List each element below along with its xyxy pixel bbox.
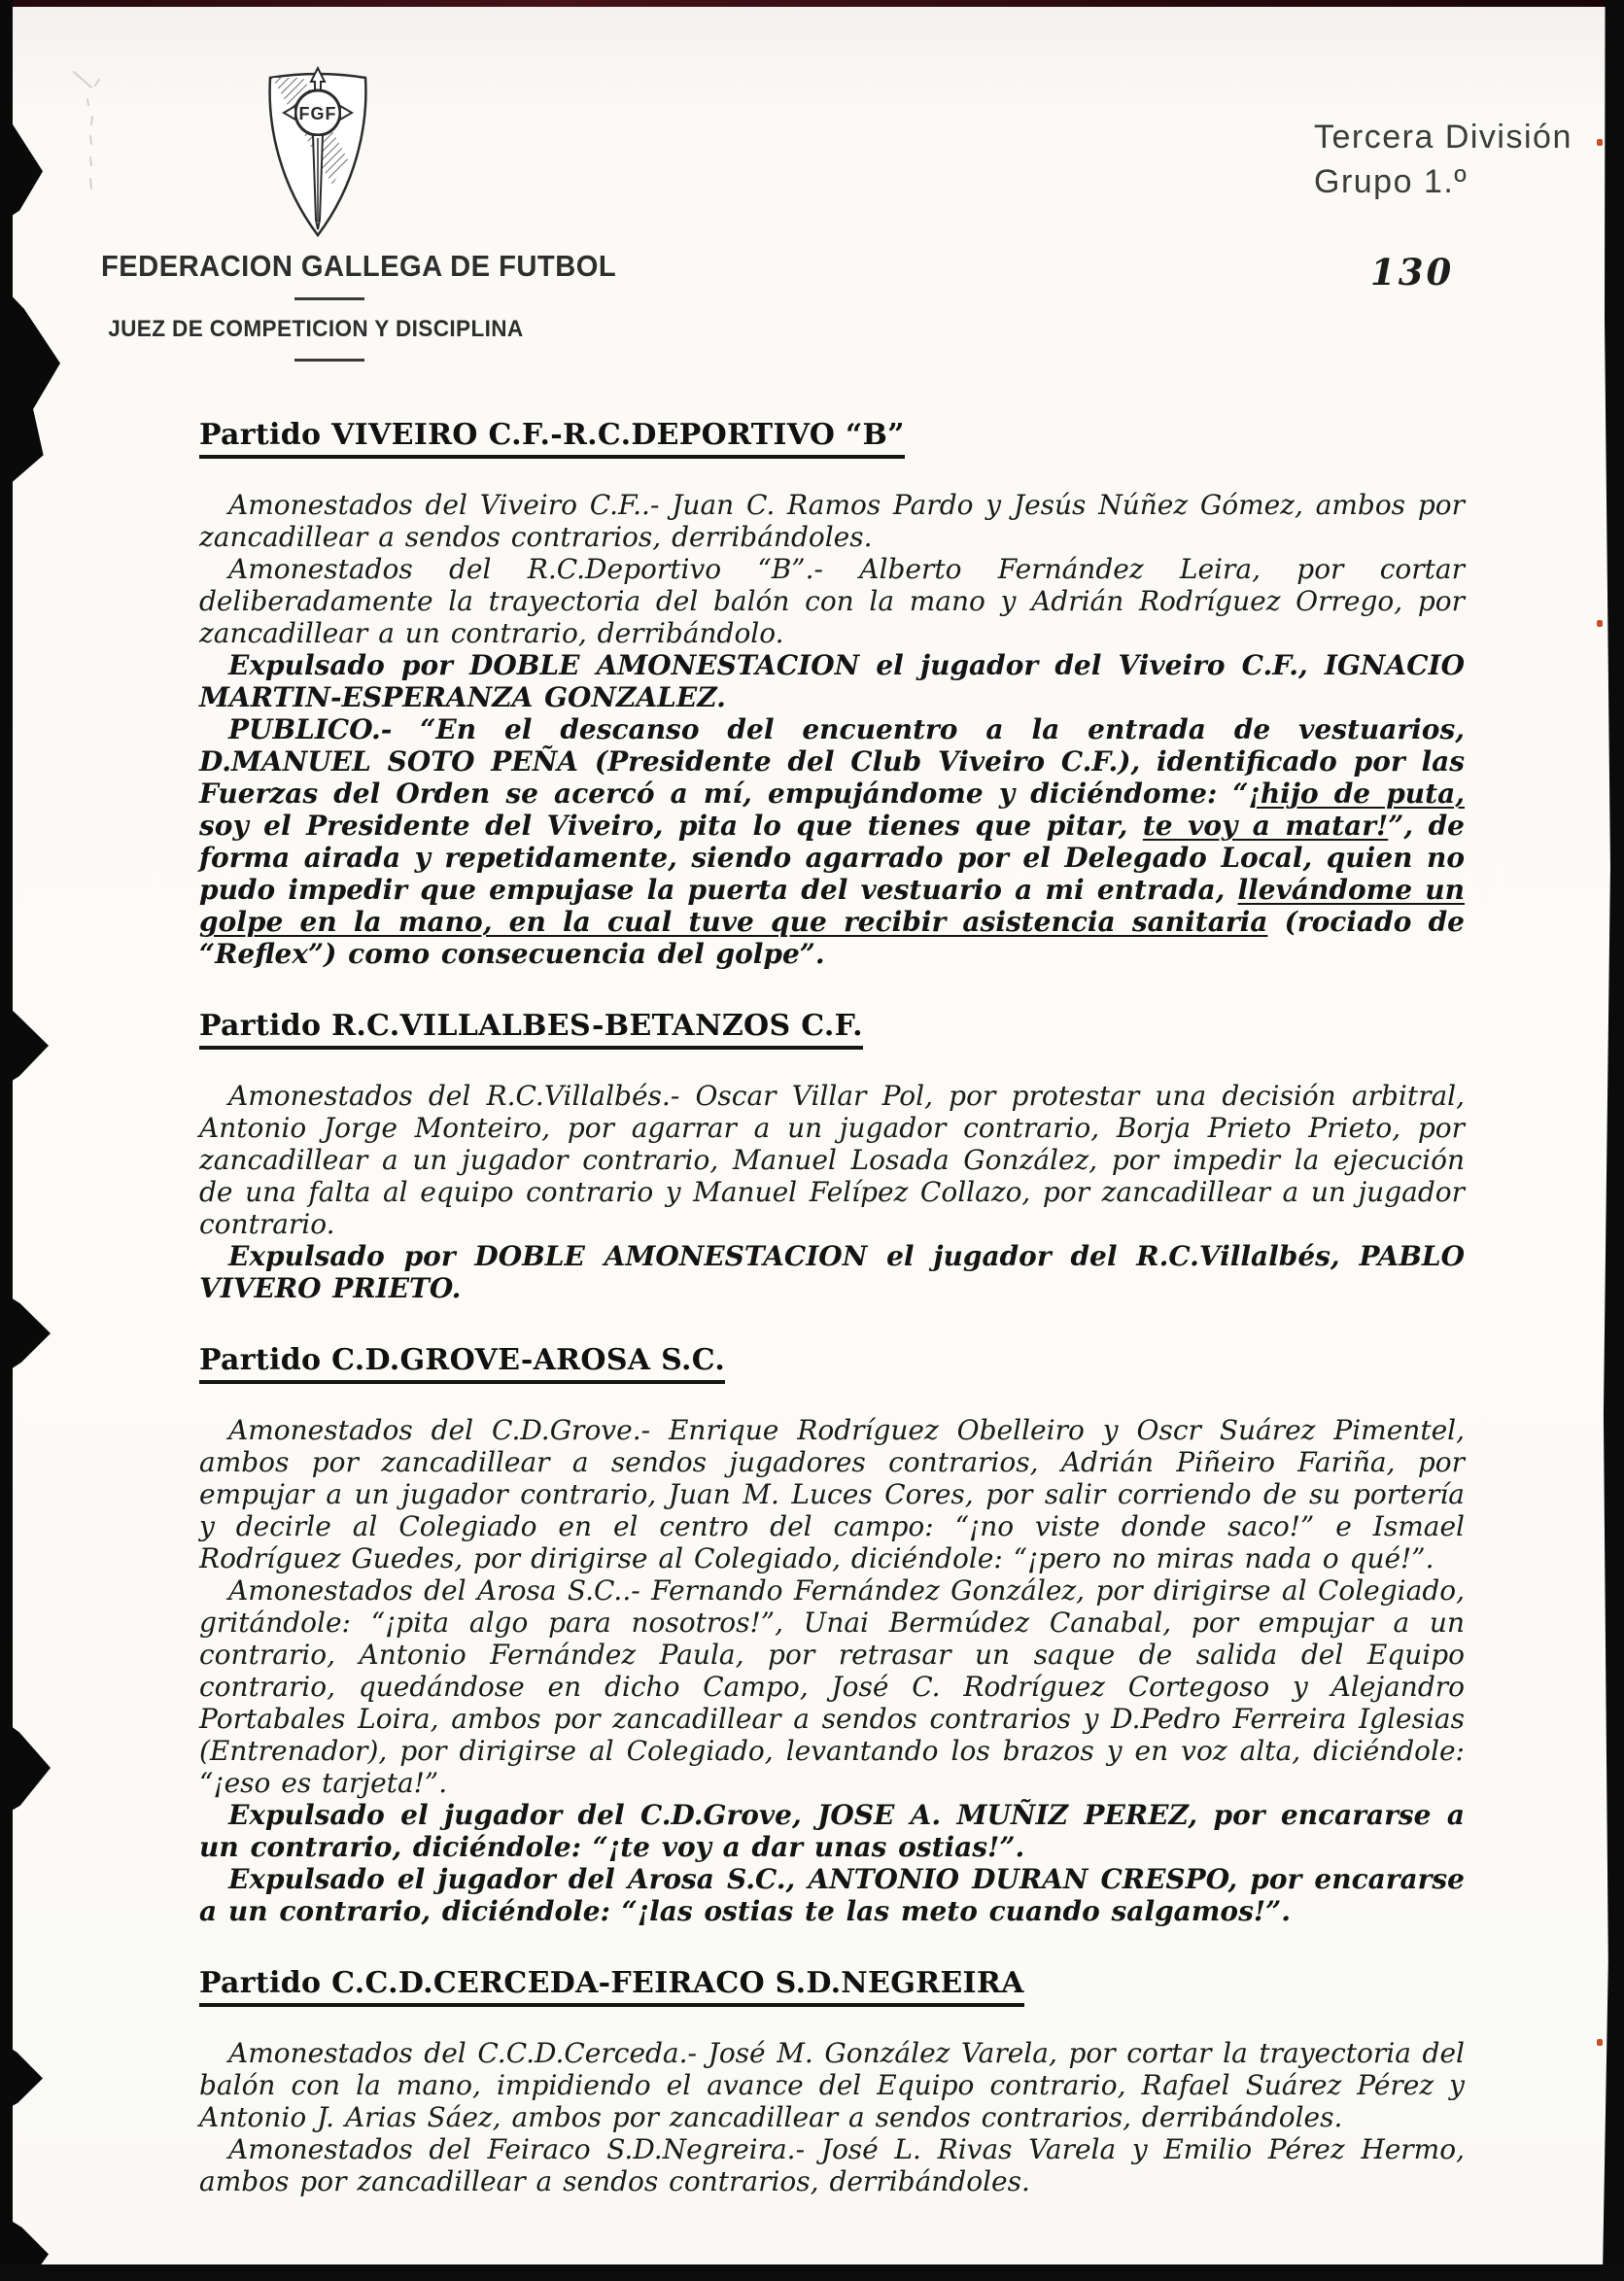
organization-name: FEDERACION GALLEGA DE FUTBOL <box>101 249 617 283</box>
match-section-title: Partido C.C.D.CERCEDA-FEIRACO S.D.NEGREIRA <box>199 1966 1465 2000</box>
scan-artifact-blob <box>0 284 60 493</box>
scan-artifact-blob <box>0 2041 43 2113</box>
match-section-title: Partido R.C.VILLALBES-BETANZOS C.F. <box>199 1009 1465 1043</box>
pencil-scribble-mark <box>66 66 121 202</box>
paragraph: Expulsado por DOBLE AMONESTACION el jugador del Viveiro C.F., IGNACIO MARTIN-ESPERANZA GONZALEZ. <box>199 649 1465 713</box>
paragraph: Amonestados del Feiraco S.D.Negreira.- José L. Rivas Varela y Emilio Pérez Hermo, ambos por zancadillear a sendos contrarios, derribándoles. <box>199 2133 1465 2197</box>
scan-color-speck <box>1597 2039 1603 2046</box>
letterhead-rule <box>294 297 364 300</box>
scan-artifact-top-edge <box>0 0 1624 7</box>
paragraph: Expulsado por DOBLE AMONESTACION el jugador del R.C.Villalbés, PABLO VIVERO PRIETO. <box>199 1240 1465 1304</box>
match-section <box>199 418 1465 970</box>
group-name: Grupo 1.º <box>1314 163 1469 200</box>
paragraph: Expulsado el jugador del Arosa S.C., ANTONIO DURAN CRESPO, por encararse a un contrario, diciéndole: “¡las ostias te las meto cuando salgamos!”. <box>199 1863 1465 1927</box>
letterhead <box>101 249 617 362</box>
competition-label <box>1314 115 1572 204</box>
scan-color-speck <box>1597 139 1603 146</box>
scan-artifact-bottom-edge <box>0 2264 1624 2281</box>
scan-artifact-blob <box>0 999 49 1089</box>
paragraph: Amonestados del Arosa S.C..- Fernando Fernández González, por dirigirse al Colegiado, gritándole: “¡pita algo para nosotros!”, Unai Bermúdez Canabal, por empujar a un contrario, Antonio Fernández Paula, por retrasar un saque de salida del Equipo contrario, quedándose en dicho Campo, José C. Rodríguez Cortegoso y Alejandro Portabales Loira, ambos por zancadillear a sendos contrarios y D.Pedro Ferreira Iglesias (Entrenador), por dirigirse al Colegiado, levantando los brazos y en voz alta, diciéndole: “¡eso es tarjeta!”. <box>199 1574 1465 1799</box>
paragraph: PUBLICO.- “En el descanso del encuentro a la entrada de vestuarios, D.MANUEL SOTO PEÑA (Presidente del Club Viveiro C.F.), identificado por las Fuerzas del Orden se acercó a mí, empujándome y diciéndome: “¡hijo de puta, soy el Presidente del Viveiro, pita lo que tienes que pitar, te voy a matar!”, de forma airada y repetidamente, siendo agarrado por el Delegado Local, quien no pudo impedir que empujase la puerta del vestuario a mi entrada, llevándome un golpe en la mano, en la cual tuve que recibir asistencia sanitaria (rociado de “Reflex”) como consecuencia del golpe”. <box>199 713 1465 970</box>
scan-artifact-blob <box>0 1291 51 1376</box>
match-section <box>199 1009 1465 1304</box>
scan-artifact-right-edge <box>1598 0 1624 2281</box>
paragraph: Amonestados del R.C.Deportivo “B”.- Alberto Fernández Leira, por cortar deliberadamente la trayectoria del balón con la mano y Adrián Rodríguez Orrego, por zancadillear a un contrario, derribándolo. <box>199 553 1465 649</box>
letterhead-rule <box>294 359 364 362</box>
match-section <box>199 1966 1465 2197</box>
scan-artifact-blob <box>0 115 43 224</box>
match-section <box>199 1343 1465 1927</box>
division-name: Tercera División <box>1314 119 1572 156</box>
department-name: JUEZ DE COMPETICION Y DISCIPLINA <box>108 316 524 342</box>
scan-color-speck <box>1597 620 1603 627</box>
paragraph: Amonestados del C.C.D.Cerceda.- José M. González Varela, por cortar la trayectoria del balón con la mano, impidiendo el avance del Equipo contrario, Rafael Suárez Pérez y Antonio J. Arias Sáez, ambos por zancadillear a sendos contrarios, derribándoles. <box>199 2037 1465 2133</box>
paragraph: Expulsado el jugador del C.D.Grove, JOSE A. MUÑIZ PEREZ, por encararse a un contrario, diciéndole: “¡te voy a dar unas ostias!”. <box>199 1799 1465 1863</box>
paragraph: Amonestados del R.C.Villalbés.- Oscar Villar Pol, por protestar una decisión arbitral, Antonio Jorge Monteiro, por agarrar a un jugador contrario, Borja Prieto Prieto, por zancadillear a un jugador contrario, Manuel Losada González, por impedir la ejecución de una falta al equipo contrario y Manuel Felípez Collazo, por zancadillear a un jugador contrario. <box>199 1080 1465 1240</box>
crest-monogram: FGF <box>298 104 337 123</box>
paragraph: Amonestados del C.D.Grove.- Enrique Rodríguez Obelleiro y Oscr Suárez Pimentel, ambos por zancadillear a sendos jugadores contrarios, Adrián Piñeiro Fariña, por empujar a un jugador contrario, Juan M. Luces Cores, por salir corriendo de su portería y decirle al Colegiado en el centro del campo: “¡no viste donde saco!” e Ismael Rodríguez Guedes, por dirigirse al Colegiado, diciéndole: “¡pero no miras nada o qué!”. <box>199 1414 1465 1574</box>
scan-artifact-blob <box>0 1718 51 1817</box>
page-number: 130 <box>1370 251 1455 294</box>
document-sections <box>199 418 1465 2197</box>
federation-crest-logo <box>259 66 377 243</box>
match-section-title: Partido VIVEIRO C.F.-R.C.DEPORTIVO “B” <box>199 418 1465 452</box>
paragraph: Amonestados del Viveiro C.F..- Juan C. Ramos Pardo y Jesús Núñez Gómez, ambos por zancadillear a sendos contrarios, derribándoles. <box>199 489 1465 553</box>
match-section-title: Partido C.D.GROVE-AROSA S.C. <box>199 1343 1465 1377</box>
